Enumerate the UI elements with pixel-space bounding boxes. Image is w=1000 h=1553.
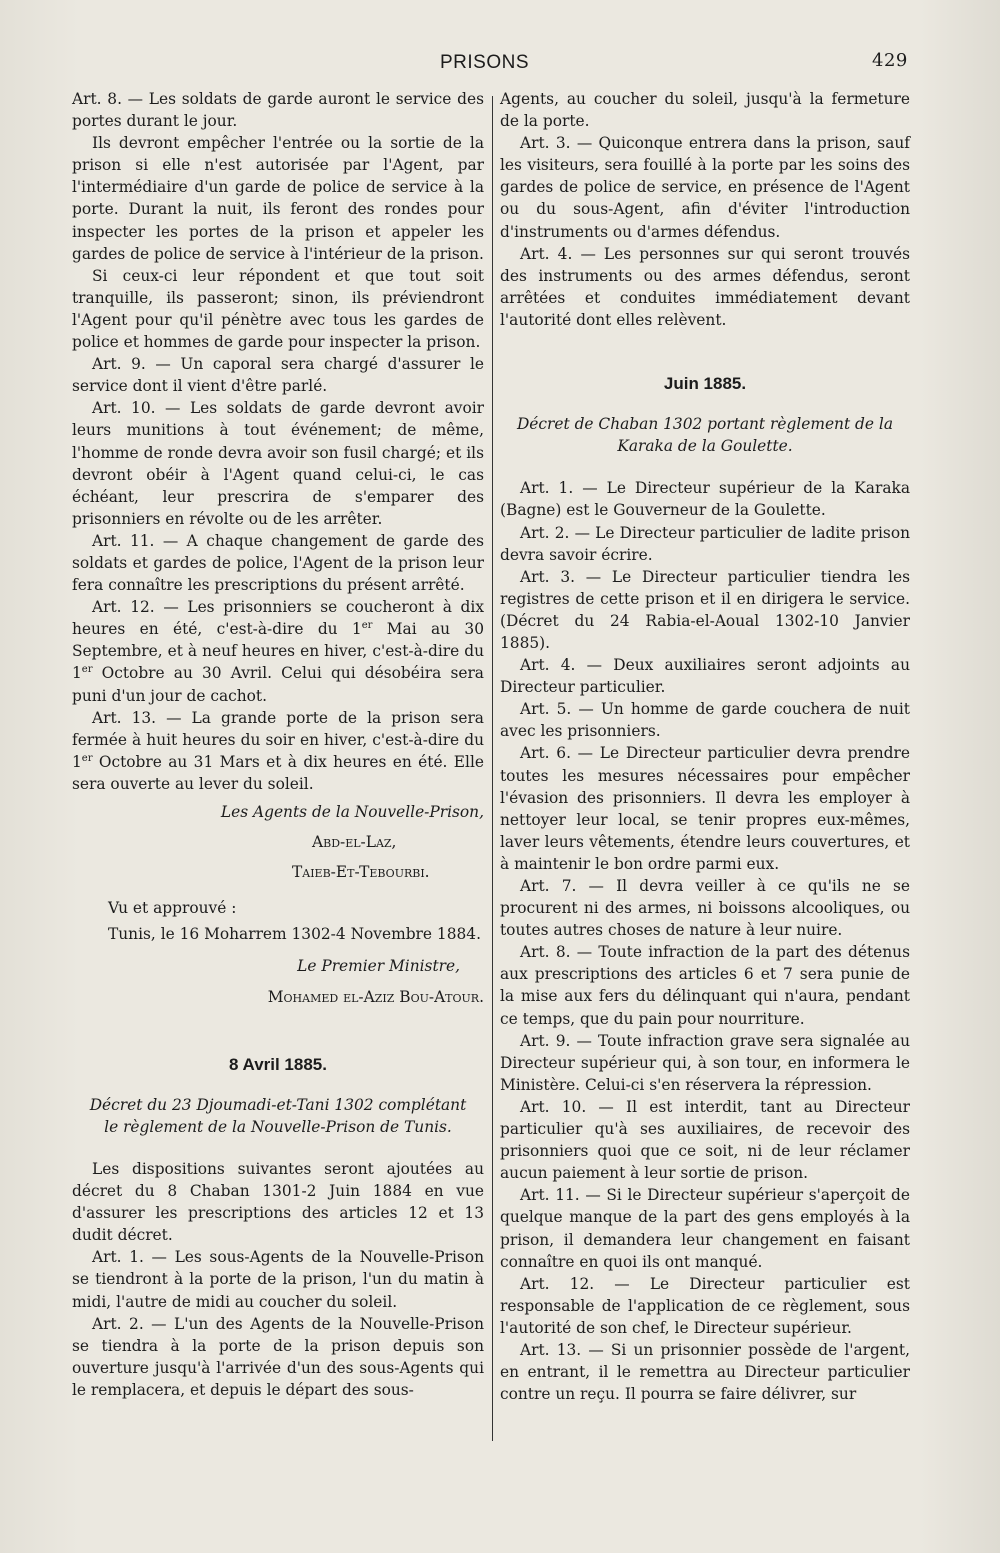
- paragraph: Art. 3. — Quiconque entrera dans la prison, sauf les visiteurs, sera fouillé à la porte par les soins des gardes de police de service, en présence de l'Agent ou du sous-Agent, afin d'éviter l'introduction d'instruments ou d'armes défendus.: [500, 134, 910, 241]
- paragraph: Art. 2. — L'un des Agents de la Nouvelle-Prison se tiendra à la porte de la prison depuis son ouverture jusqu'à l'arrivée d'un des sous-Agents qui le remplacera, et depuis le départ des sous-: [72, 1314, 484, 1399]
- text-segment: Art. 13. — La grande porte de la prison sera fermée à huit heures du soir en hiver, c'est-à-dire du 1: [72, 708, 484, 771]
- paragraph: Art. 10. — Il est interdit, tant au Directeur particulier qu'à ses auxiliaires, de recevoir des prisonniers quoi que ce soit, ni de leur réclamer aucun paiement à leur sortie de prison.: [500, 1097, 910, 1183]
- paragraph: Agents, au coucher du soleil, jusqu'à la fermeture de la porte.: [500, 90, 910, 131]
- paragraph: Art. 5. — Un homme de garde couchera de nuit avec les prisonniers.: [500, 700, 910, 741]
- minister-name: Mohamed el-Aziz Bou-Atour.: [267, 987, 484, 1006]
- date-heading: Juin 1885.: [663, 374, 747, 394]
- paragraph: Art. 3. — Le Directeur particulier tiendra les registres de cette prison et il en dirigera le service. (Décret du 24 Rabia-el-Aoual 1302-10 Janvier 1885).: [500, 567, 910, 652]
- paragraph: Art. 7. — Il devra veiller à ce qu'ils ne se procurent ni des armes, ni boissons alcooliques, ou toutes autres choses de nature à leur nuire.: [500, 877, 910, 940]
- paragraph: Art. 9. — Un caporal sera chargé d'assurer le service dont il vient d'être parlé.: [72, 355, 484, 396]
- paragraph-art13: [72, 707, 484, 795]
- signatory-name: Taieb-Et-Tebourbi.: [292, 863, 430, 882]
- approval-line: Vu et approuvé :: [108, 899, 237, 918]
- right-column: [500, 88, 910, 1405]
- running-header: [0, 48, 1000, 78]
- paragraph: Art. 1. — Les sous-Agents de la Nouvelle-Prison se tiendront à la porte de la prison, l'un du matin à midi, l'autre de midi au coucher du soleil.: [72, 1248, 484, 1311]
- superscript: er: [81, 664, 93, 676]
- superscript: er: [81, 752, 93, 764]
- paragraph: Art. 12. — Le Directeur particulier est responsable de l'application de ce règlement, sous l'autorité de son chef, le Directeur supérieur.: [500, 1274, 910, 1337]
- paragraph: Art. 8. — Toute infraction de la part des détenus aux prescriptions des articles 6 et 7 sera punie de la mise aux fers du délinquant qui n'aura, pendant ce temps, que du pain pour nourriture.: [500, 943, 910, 1028]
- signature-title: Les Agents de la Nouvelle-Prison,: [220, 803, 484, 821]
- superscript: er: [361, 620, 373, 632]
- date-heading: 8 Avril 1885.: [229, 1054, 327, 1074]
- paragraph: Art. 11. — Si le Directeur supérieur s'aperçoit de quelque manque de la part des gens employés à la prison, il demandera leur changement en faisant connaître en quoi ils ont manqué.: [500, 1186, 910, 1271]
- decree-title: Décret du 23 Djoumadi-et-Tani 1302 complétant le règlement de la Nouvelle-Prison de Tunis.: [89, 1095, 467, 1136]
- approval-date: Tunis, le 16 Moharrem 1302-4 Novembre 1884.: [108, 925, 481, 944]
- paragraph: Art. 1. — Le Directeur supérieur de la Karaka (Bagne) est le Gouverneur de la Goulette.: [500, 479, 910, 520]
- text-segment: Art. 12. — Les prisonniers se coucheront à dix heures en été, c'est-à-dire du 1: [72, 598, 484, 639]
- minister-title: Le Premier Ministre,: [297, 957, 460, 976]
- paragraph: Art. 2. — Le Directeur particulier de ladite prison devra savoir écrire.: [500, 523, 910, 564]
- paragraph: Si ceux-ci leur répondent et que tout soit tranquille, ils passeront; sinon, ils préviendront l'Agent pour qu'il pénètre avec tous les gardes de police et hommes de garde pour inspecter la prison.: [72, 266, 484, 352]
- page-number: 429: [872, 50, 908, 71]
- left-column: [72, 88, 484, 1401]
- text-segment: Octobre au 31 Mars et à dix heures en été. Elle sera ouverte au lever du soleil.: [72, 752, 484, 793]
- signatory-name: Abd-el-Laz,: [312, 833, 397, 852]
- paragraph: Art. 4. — Les personnes sur qui seront trouvés des instruments ou des armes défendus, seront arrêtées et conduites immédiatement devant l'autorité dont elles relèvent.: [500, 244, 910, 329]
- paragraph: Art. 6. — Le Directeur particulier devra prendre toutes les mesures nécessaires pour empêcher l'évasion des prisonniers. Il devra les employer à nettoyer leur local, se tenir propres eux-mêmes, laver leurs vêtements, étendre leurs couvertures, et à maintenir le bon ordre parmi eux.: [500, 744, 910, 873]
- running-title: PRISONS: [440, 52, 530, 73]
- paragraph: Art. 11. — A chaque changement de garde des soldats et gardes de police, l'Agent de la prison leur fera connaître les prescriptions du présent arrêté.: [72, 531, 484, 595]
- paragraph: Art. 8. — Les soldats de garde auront le service des portes durant le jour.: [72, 90, 484, 131]
- paragraph: Ils devront empêcher l'entrée ou la sortie de la prison si elle n'est autorisée par l'Agent, par l'intermédiaire d'un garde de police de service à la porte. Durant la nuit, ils feront des rondes pour inspecter les portes de la prison et appeler les gardes de police de service à l'intérieur de la prison.: [72, 134, 484, 263]
- paragraph-art12: [72, 596, 484, 706]
- paragraph: Art. 10. — Les soldats de garde devront avoir leurs munitions à tout événement; de même, l'homme de ronde devra avoir son fusil chargé; et ils devront obéir à l'Agent quand celui-ci, le cas échéant, leur prescrira de s'emparer des prisonniers en révolte ou de les arrêter.: [72, 399, 484, 528]
- decree-title: Décret de Chaban 1302 portant règlement de la Karaka de la Goulette.: [516, 415, 894, 456]
- paragraph: Les dispositions suivantes seront ajoutées au décret du 8 Chaban 1301-2 Juin 1884 en vue d'assurer les prescriptions des articles 12 et 13 dudit décret.: [72, 1159, 484, 1245]
- column-divider: [492, 96, 493, 1441]
- text-segment: Octobre au 30 Avril. Celui qui désobéira sera puni d'un jour de cachot.: [72, 664, 484, 705]
- paragraph: Art. 9. — Toute infraction grave sera signalée au Directeur supérieur qui, à son tour, en informera le Ministère. Celui-ci s'en réservera la répression.: [500, 1031, 910, 1094]
- paragraph: Art. 13. — Si un prisonnier possède de l'argent, en entrant, il le remettra au Directeur particulier contre un reçu. Il pourra se faire délivrer, sur: [500, 1340, 910, 1404]
- paragraph: Art. 4. — Deux auxiliaires seront adjoints au Directeur particulier.: [500, 656, 910, 697]
- text-segment: Mai au 30 Septembre, et à neuf heures en hiver, c'est-à-dire du 1: [72, 620, 484, 683]
